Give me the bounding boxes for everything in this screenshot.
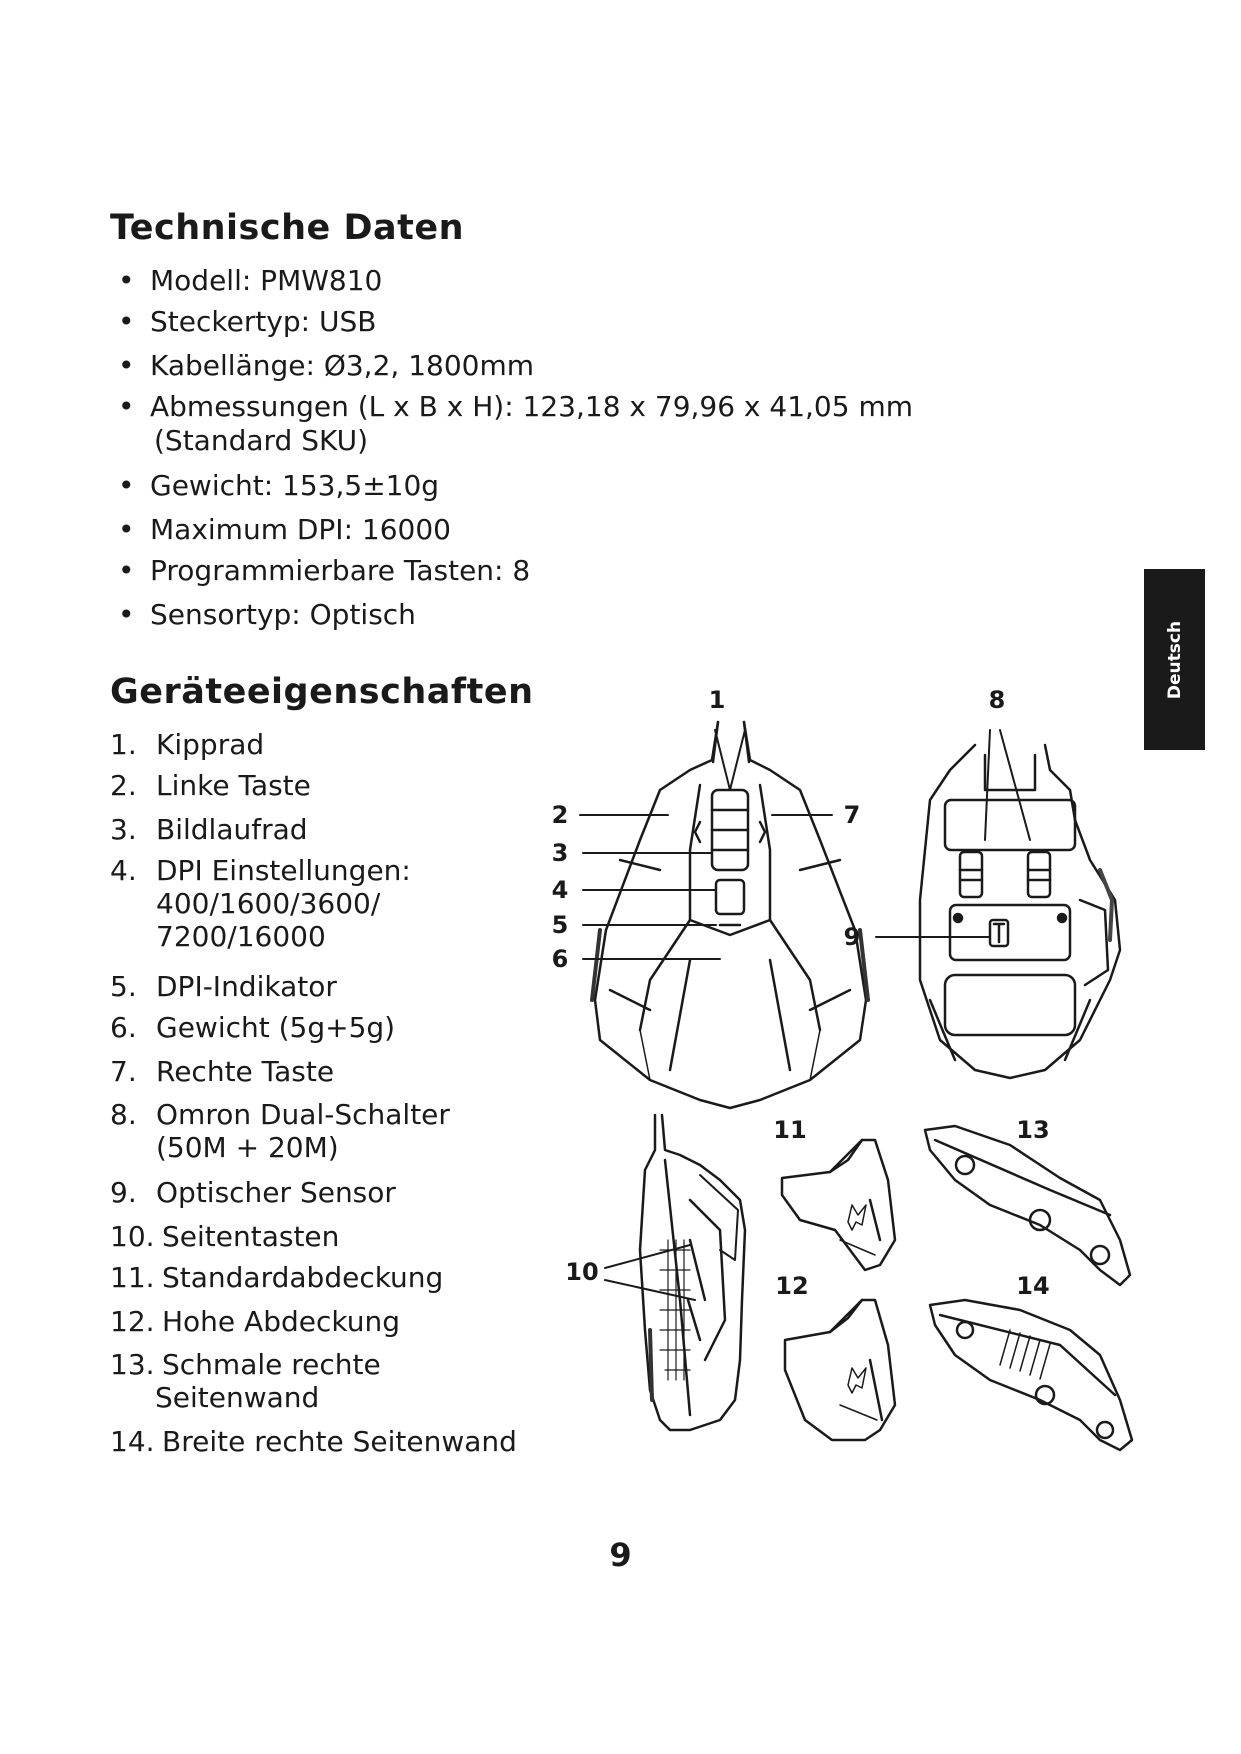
- feature-item: 12. Hohe Abdeckung: [110, 1305, 400, 1338]
- callout-12: 12: [775, 1272, 809, 1300]
- feature-item: 14. Breite rechte Seitenwand: [110, 1425, 517, 1458]
- feature-item: 6. Gewicht (5g+5g): [110, 1011, 396, 1044]
- language-tab: [1144, 569, 1205, 750]
- bullet-icon: •: [118, 554, 135, 587]
- page-number: 9: [609, 1536, 632, 1574]
- mouse-bottom-view: [920, 745, 1120, 1078]
- feature-item: 4. DPI Einstellungen: 400/1600/3600/ 7200/16000: [110, 854, 411, 953]
- callout-4: 4: [551, 876, 569, 904]
- tech-specs-heading: Technische Daten: [110, 208, 465, 248]
- wide-side-wall: [930, 1300, 1132, 1450]
- feature-item: 13. Schmale rechte Seitenwand: [110, 1348, 381, 1414]
- callout-lines: [580, 730, 1030, 1300]
- feature-item: 2. Linke Taste: [110, 769, 311, 802]
- feature-item: 10. Seitentasten: [110, 1220, 340, 1253]
- callout-8: 8: [988, 686, 1006, 714]
- feature-item: 7. Rechte Taste: [110, 1055, 335, 1088]
- manual-page: Technische Daten • Modell: PMW810 • Steckertyp: USB • Kabellänge: Ø3,2, 1800mm • Abmessungen (L x B x H): 123,18 x 79,96 x 41,05 mm (Standard SKU) • Gewicht: 153,5±10g • Maximum DPI: 16000 • Programmierbare Tasten: 8 • Sensortyp: Optisch Geräteeigenschaften 1. Kipprad 2. Linke Taste 3. Bildlaufrad 4. DPI Einstellungen: 400/1600/3600/ 7200/16000 5. DPI-Indikator 6. Gewicht (5g+5g) 7. Rechte Taste 8. Omron Dual-Schalter (50M + 20M) 9. Optischer Sensor 10. Seitentasten 11. Standardabdeckung 12. Hohe Abdeckung 13. Schmale rechte Seitenwand 14. Breite rechte Seitenwand 1 2 3 4 5 6 7 8 9 10 11 12 13 14 Deutsch 9: [0, 0, 1241, 1754]
- high-cover: [785, 1300, 895, 1440]
- feature-item: 1. Kipprad: [110, 728, 265, 761]
- bullet-icon: •: [118, 598, 135, 631]
- callout-3: 3: [551, 839, 569, 867]
- feature-item: 11. Standardabdeckung: [110, 1261, 444, 1294]
- bullet-icon: •: [118, 513, 135, 546]
- callout-5: 5: [551, 911, 569, 939]
- callout-7: 7: [843, 801, 861, 829]
- bullet-icon: •: [118, 349, 135, 382]
- bullet-icon: •: [118, 469, 135, 502]
- callout-2: 2: [551, 801, 569, 829]
- callout-1: 1: [708, 686, 726, 714]
- callout-11: 11: [773, 1116, 807, 1144]
- bullet-icon: •: [118, 305, 135, 338]
- callout-10: 10: [565, 1258, 599, 1286]
- feature-item: 5. DPI-Indikator: [110, 970, 337, 1003]
- language-tab-label: Deutsch: [1164, 620, 1185, 699]
- standard-cover: [782, 1140, 895, 1270]
- feature-item: 8. Omron Dual-Schalter (50M + 20M): [110, 1098, 450, 1164]
- feature-item: 3. Bildlaufrad: [110, 813, 308, 846]
- mouse-top-view: [592, 722, 868, 1108]
- bullet-icon: •: [118, 390, 135, 423]
- callout-6: 6: [551, 945, 569, 973]
- narrow-side-wall: [925, 1126, 1130, 1285]
- feature-item: 9. Optischer Sensor: [110, 1176, 396, 1209]
- mouse-side-view: [640, 1115, 745, 1430]
- features-heading: Geräteeigenschaften: [110, 672, 534, 712]
- bullet-icon: •: [118, 264, 135, 297]
- callout-9: 9: [843, 923, 861, 951]
- callout-14: 14: [1016, 1272, 1050, 1300]
- callout-13: 13: [1016, 1116, 1050, 1144]
